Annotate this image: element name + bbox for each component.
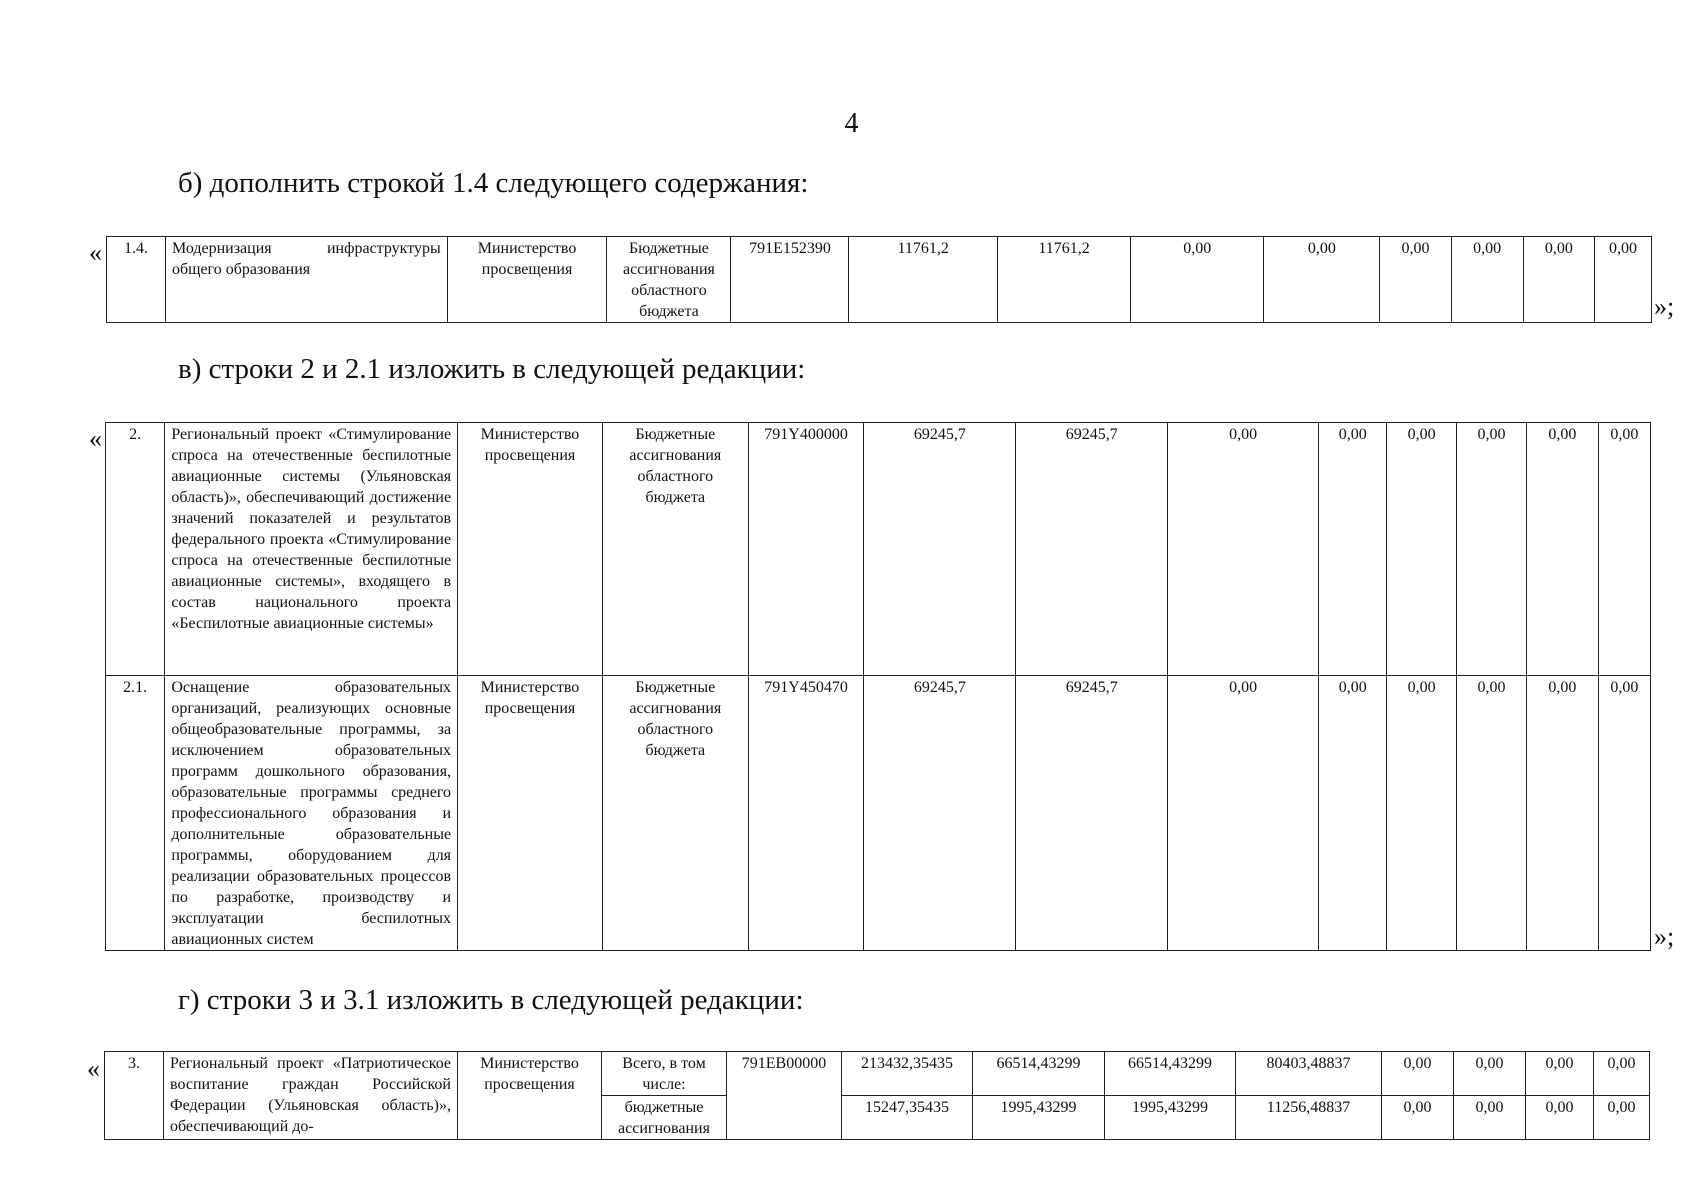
value-cell: 0,00: [1454, 1096, 1526, 1140]
value-cell: 0,00: [1454, 1052, 1526, 1096]
row-source: Всего, в том числе:: [602, 1052, 727, 1096]
row-code: 791EB00000: [727, 1052, 842, 1140]
close-quote: »;: [1654, 292, 1675, 321]
row-source: Бюджетные ассигнования областного бюджета: [602, 423, 748, 676]
value-cell: 66514,43299: [1105, 1052, 1236, 1096]
value-cell: 0,00: [1382, 1052, 1454, 1096]
table-row-3: [104, 1051, 1650, 1140]
value-cell: 0,00: [1319, 423, 1387, 676]
value-cell: 0,00: [1456, 423, 1526, 676]
value-cell: 0,00: [1527, 423, 1598, 676]
row-name: Региональный проект «Патриотическое воспитание граждан Российской Федерации (Ульяновская область)», обеспечивающий до-: [164, 1052, 458, 1140]
value-cell: 0,00: [1380, 237, 1451, 323]
row-code: 791Y400000: [748, 423, 864, 676]
row-name: Оснащение образовательных организаций, реализующих основные общеобразовательные программы, за исключением образовательных программ дошкольного образования, образовательные программы среднего профессионального образования и дополнительные образовательные программы, оборудованием для реализации образовательных процессов по разработке, производству и эксплуатации беспилотных авиационных систем: [165, 676, 458, 951]
value-cell: 0,00: [1387, 676, 1456, 951]
value-cell: 0,00: [1387, 423, 1456, 676]
row-name: Модернизация инфраструктуры общего образования: [165, 237, 447, 323]
close-quote: »;: [1654, 922, 1675, 951]
value-cell: 0,00: [1451, 237, 1523, 323]
value-cell: 0,00: [1168, 676, 1319, 951]
table-row-1-4: [106, 236, 1652, 323]
value-cell: 11761,2: [849, 237, 997, 323]
row-code: 791E152390: [731, 237, 849, 323]
value-cell: 0,00: [1319, 676, 1387, 951]
row-number: 1.4.: [107, 237, 166, 323]
value-cell: 0,00: [1264, 237, 1380, 323]
row-source: бюджетные ассигнования: [602, 1096, 727, 1140]
value-cell: 1995,43299: [1105, 1096, 1236, 1140]
value-cell: 0,00: [1523, 237, 1594, 323]
open-quote: «: [87, 1054, 100, 1083]
value-cell: 0,00: [1594, 1052, 1650, 1096]
row-name: Региональный проект «Стимулирование спроса на отечественные беспилотные авиационные системы (Ульяновская область)», обеспечивающий достижение значений показателей и результатов федерального проекта «Стимулирование спроса на отечественные беспилотные авиационные системы», входящего в состав национального проекта «Беспилотные авиационные системы»: [165, 423, 458, 676]
section-v-heading: в) строки 2 и 2.1 изложить в следующей редакции:: [178, 353, 806, 385]
table-row: [106, 676, 1651, 951]
value-cell: 69245,7: [864, 423, 1016, 676]
value-cell: 0,00: [1527, 676, 1598, 951]
value-cell: 11256,48837: [1236, 1096, 1382, 1140]
row-ministry: Министерство просвещения: [458, 676, 603, 951]
value-cell: 0,00: [1131, 237, 1264, 323]
value-cell: 0,00: [1526, 1052, 1594, 1096]
table-row: [106, 423, 1651, 676]
value-cell: 69245,7: [864, 676, 1016, 951]
value-cell: 213432,35435: [842, 1052, 973, 1096]
row-number: 3.: [105, 1052, 164, 1140]
value-cell: 0,00: [1594, 1096, 1650, 1140]
row-number: 2.1.: [106, 676, 165, 951]
value-cell: 0,00: [1382, 1096, 1454, 1140]
row-ministry: Министерство просвещения: [447, 237, 607, 323]
open-quote: «: [89, 424, 102, 453]
value-cell: 11761,2: [997, 237, 1130, 323]
value-cell: 0,00: [1168, 423, 1319, 676]
value-cell: 0,00: [1526, 1096, 1594, 1140]
table-row: [107, 237, 1652, 323]
row-number: 2.: [106, 423, 165, 676]
page-number: 4: [844, 108, 859, 139]
table-rows-2: [105, 422, 1651, 951]
section-g-heading: г) строки 3 и 3.1 изложить в следующей редакции:: [178, 984, 804, 1016]
row-source: Бюджетные ассигнования областного бюджета: [607, 237, 731, 323]
row-source: Бюджетные ассигнования областного бюджета: [602, 676, 748, 951]
open-quote: «: [89, 238, 102, 267]
row-ministry: Министерство просвещения: [458, 423, 603, 676]
value-cell: 69245,7: [1016, 423, 1168, 676]
value-cell: 0,00: [1598, 423, 1650, 676]
value-cell: 0,00: [1598, 676, 1650, 951]
row-code: 791Y450470: [748, 676, 864, 951]
value-cell: 66514,43299: [973, 1052, 1105, 1096]
table-row: [105, 1052, 1650, 1096]
row-ministry: Министерство просвещения: [458, 1052, 602, 1140]
value-cell: 15247,35435: [842, 1096, 973, 1140]
value-cell: 0,00: [1594, 237, 1651, 323]
value-cell: 0,00: [1456, 676, 1526, 951]
section-b-heading: б) дополнить строкой 1.4 следующего содержания:: [178, 167, 809, 199]
value-cell: 1995,43299: [973, 1096, 1105, 1140]
value-cell: 69245,7: [1016, 676, 1168, 951]
value-cell: 80403,48837: [1236, 1052, 1382, 1096]
